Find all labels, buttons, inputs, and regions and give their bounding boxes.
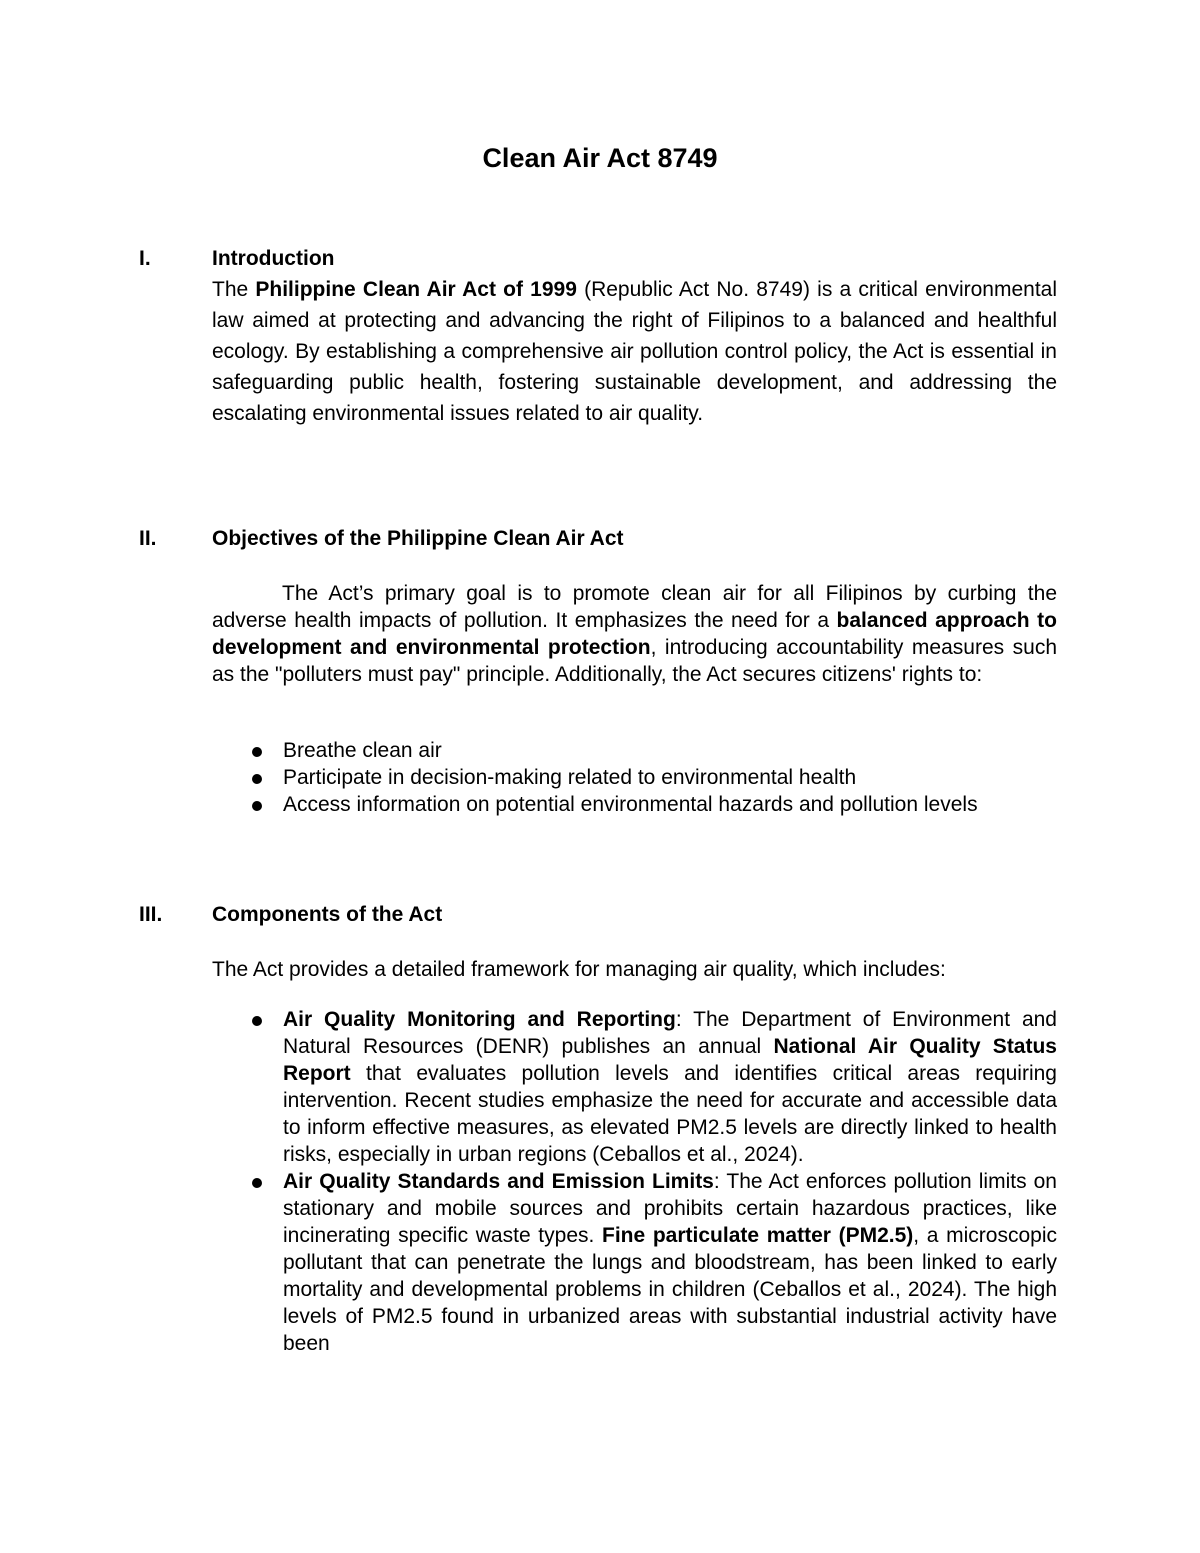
intro-paragraph bbox=[212, 274, 1057, 429]
section-heading: Introduction bbox=[212, 247, 335, 270]
list-item bbox=[212, 1168, 1057, 1357]
bold-run: Philippine Clean Air Act of 1999 bbox=[255, 278, 577, 301]
list-item-text: Breathe clean air bbox=[283, 739, 442, 762]
objectives-paragraph bbox=[212, 580, 1057, 688]
list-item bbox=[212, 764, 1057, 791]
bold-run: Air Quality Monitoring and Reporting bbox=[283, 1008, 676, 1031]
text-run: : The Department of Environment and Natural Resources (DENR) publishes an annual bbox=[283, 1008, 1057, 1058]
rights-list bbox=[212, 737, 1057, 818]
bullet-icon bbox=[252, 747, 262, 757]
text-run: that evaluates pollution levels and identifies critical areas requiring intervention. Recent studies emphasize the need for accurate and accessible data to inform effective measures, as elevated PM2.5 levels are directly linked to health risks, especially in urban regions (Ceballos et al., 2024). bbox=[283, 1062, 1057, 1166]
list-item-text: Access information on potential environmental hazards and pollution levels bbox=[283, 793, 978, 816]
list-item-text: Participate in decision-making related to environmental health bbox=[283, 766, 857, 789]
bullet-icon bbox=[252, 1016, 262, 1026]
bullet-icon bbox=[252, 1178, 262, 1188]
section-number: II. bbox=[139, 527, 157, 550]
section-heading: Components of the Act bbox=[212, 903, 443, 926]
section-number: III. bbox=[139, 903, 163, 926]
bold-run: National Air Quality Status Report bbox=[283, 1035, 1057, 1085]
list-item bbox=[212, 791, 1057, 818]
text-run: : The Act enforces pollution limits on stationary and mobile sources and prohibits certain hazardous practices, like incinerating specific waste types. bbox=[283, 1170, 1057, 1247]
list-item bbox=[212, 737, 1057, 764]
list-item bbox=[212, 1006, 1057, 1168]
text-run: , a microscopic pollutant that can penetrate the lungs and bloodstream, has been linked to early mortality and developmental problems in children (Ceballos et al., 2024). The high levels of PM2.5 found in urbanized areas with substantial industrial activity have been bbox=[283, 1224, 1057, 1355]
components-list bbox=[212, 1006, 1057, 1357]
bold-run: Air Quality Standards and Emission Limits bbox=[283, 1170, 714, 1193]
text-run: , introducing accountability measures such as the "polluters must pay" principle. Additionally, the Act secures citizens' rights to: bbox=[212, 636, 1057, 686]
text-run: The bbox=[212, 278, 256, 301]
bullet-icon bbox=[252, 801, 262, 811]
section-heading: Objectives of the Philippine Clean Air Act bbox=[212, 527, 624, 550]
document-title: Clean Air Act 8749 bbox=[482, 143, 718, 173]
bold-run: balanced approach to development and environmental protection bbox=[212, 609, 1057, 659]
components-intro: The Act provides a detailed framework for managing air quality, which includes: bbox=[212, 958, 946, 981]
bold-run: Fine particulate matter (PM2.5) bbox=[602, 1224, 914, 1247]
section-number: I. bbox=[139, 247, 151, 270]
text-run: (Republic Act No. 8749) is a critical environmental law aimed at protecting and advancing the right of Filipinos to a balanced and healthful ecology. By establishing a comprehensive air pollution control policy, the Act is essential in safeguarding public health, fostering sustainable development, and addressing the escalating environmental issues related to air quality. bbox=[212, 278, 1057, 425]
bullet-icon bbox=[252, 774, 262, 784]
text-run: The Act’s primary goal is to promote clean air for all Filipinos by curbing the adverse health impacts of pollution. It emphasizes the need for a bbox=[212, 582, 1057, 632]
